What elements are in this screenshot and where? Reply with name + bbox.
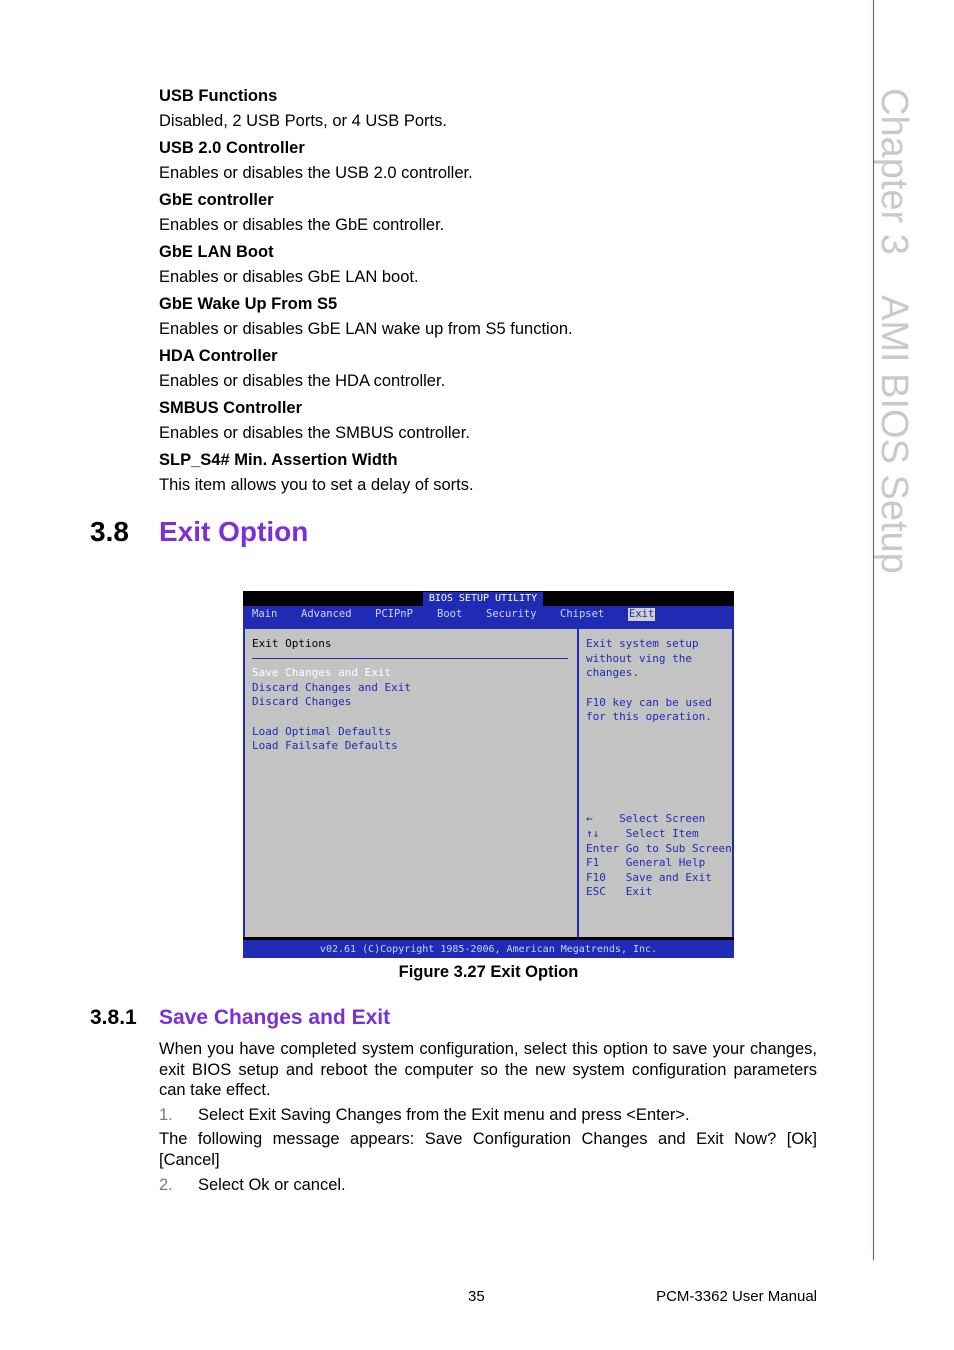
- bios-menu-exit[interactable]: Exit: [629, 608, 655, 620]
- step-item: [159, 1175, 346, 1195]
- step-number: 2.: [159, 1176, 173, 1194]
- bios-screenshot: [243, 591, 734, 958]
- definition-desc: Enables or disables the GbE controller.: [159, 216, 445, 234]
- bios-key-esc: ESC Exit: [586, 885, 653, 898]
- bios-help-line: without ving the: [586, 652, 692, 665]
- definition-desc: Disabled, 2 USB Ports, or 4 USB Ports.: [159, 112, 447, 130]
- section-number: 3.8: [90, 516, 129, 547]
- bios-key-select-item: ↑↓ Select Item: [586, 827, 699, 840]
- subsection-title: Save Changes and Exit: [159, 1006, 391, 1029]
- definition-term: USB 2.0 Controller: [159, 139, 305, 157]
- definition-term: SLP_S4# Min. Assertion Width: [159, 451, 398, 469]
- step-item: [159, 1105, 690, 1125]
- bios-menu-pcipnp[interactable]: PCIPnP: [375, 608, 413, 620]
- definition-term: GbE Wake Up From S5: [159, 295, 338, 313]
- definition-desc: Enables or disables the SMBUS controller.: [159, 424, 470, 442]
- step-text: Select Ok or cancel.: [198, 1176, 346, 1194]
- manual-title: PCM-3362 User Manual: [656, 1288, 817, 1305]
- figure-caption: Figure 3.27 Exit Option: [398, 963, 579, 981]
- definition-desc: Enables or disables GbE LAN wake up from S5 function.: [159, 320, 573, 338]
- bios-key-f1: F1 General Help: [586, 856, 706, 869]
- bios-option-load-failsafe[interactable]: Load Failsafe Defaults: [252, 739, 398, 752]
- definition-term: GbE LAN Boot: [159, 243, 274, 261]
- section-title: Exit Option: [159, 516, 309, 547]
- definition-term: HDA Controller: [159, 347, 278, 365]
- bios-option-load-optimal[interactable]: Load Optimal Defaults: [252, 725, 392, 738]
- bios-help-panel: [578, 628, 733, 938]
- bios-option-discard[interactable]: Discard Changes: [252, 695, 352, 708]
- bios-help-line: for this operation.: [586, 710, 712, 723]
- bios-menu-security[interactable]: Security: [486, 608, 537, 620]
- bios-title-bar: [243, 591, 734, 606]
- bios-panel-heading: Exit Options: [252, 637, 332, 650]
- bios-bottom-bar: [243, 937, 734, 940]
- bios-menu-chipset[interactable]: Chipset: [560, 608, 605, 620]
- bios-option-save-exit[interactable]: Save Changes and Exit: [252, 666, 392, 679]
- bios-menu-advanced[interactable]: Advanced: [301, 608, 352, 620]
- step-text: Select Exit Saving Changes from the Exit menu and press <Enter>.: [198, 1106, 690, 1124]
- bios-key-enter: Enter Go to Sub Screen: [586, 842, 732, 855]
- definition-desc: Enables or disables the USB 2.0 controller.: [159, 164, 473, 182]
- definition-term: USB Functions: [159, 87, 278, 105]
- definition-desc: This item allows you to set a delay of sorts.: [159, 476, 474, 494]
- step-number: 1.: [159, 1106, 173, 1124]
- paragraph: When you have completed system configuration, select this option to save your changes, exit BIOS setup and reboot the computer so the new system configuration parameters can take effect.: [159, 1040, 817, 1099]
- definition-desc: Enables or disables the HDA controller.: [159, 372, 446, 390]
- chapter-side-tab: Chapter 3 AMI BIOS Setup: [873, 88, 915, 574]
- bios-option-discard-exit[interactable]: Discard Changes and Exit: [252, 681, 411, 694]
- bios-copyright: v02.61 (C)Copyright 1985-2006, American Megatrends, Inc.: [319, 944, 658, 955]
- bios-help-line: changes.: [586, 666, 639, 679]
- bios-key-f10: F10 Save and Exit: [586, 871, 712, 884]
- definition-term: GbE controller: [159, 191, 274, 209]
- definition-desc: Enables or disables GbE LAN boot.: [159, 268, 419, 286]
- bios-help-line: F10 key can be used: [586, 696, 712, 709]
- page-number: 35: [468, 1288, 485, 1305]
- subsection-number: 3.8.1: [90, 1006, 137, 1029]
- bios-options-panel: [244, 628, 578, 938]
- bios-divider: [252, 658, 568, 659]
- bios-menu-bar: [243, 606, 734, 622]
- paragraph: The following message appears: Save Configuration Changes and Exit Now? [Ok] [Cancel]: [159, 1130, 817, 1169]
- definition-term: SMBUS Controller: [159, 399, 303, 417]
- bios-menu-main[interactable]: Main: [252, 608, 278, 620]
- definition-list: [159, 86, 819, 502]
- bios-help-line: Exit system setup: [586, 637, 699, 650]
- bios-key-select-screen: ← Select Screen: [586, 812, 706, 825]
- bios-menu-boot[interactable]: Boot: [437, 608, 463, 620]
- bios-title: BIOS SETUP UTILITY: [423, 592, 543, 606]
